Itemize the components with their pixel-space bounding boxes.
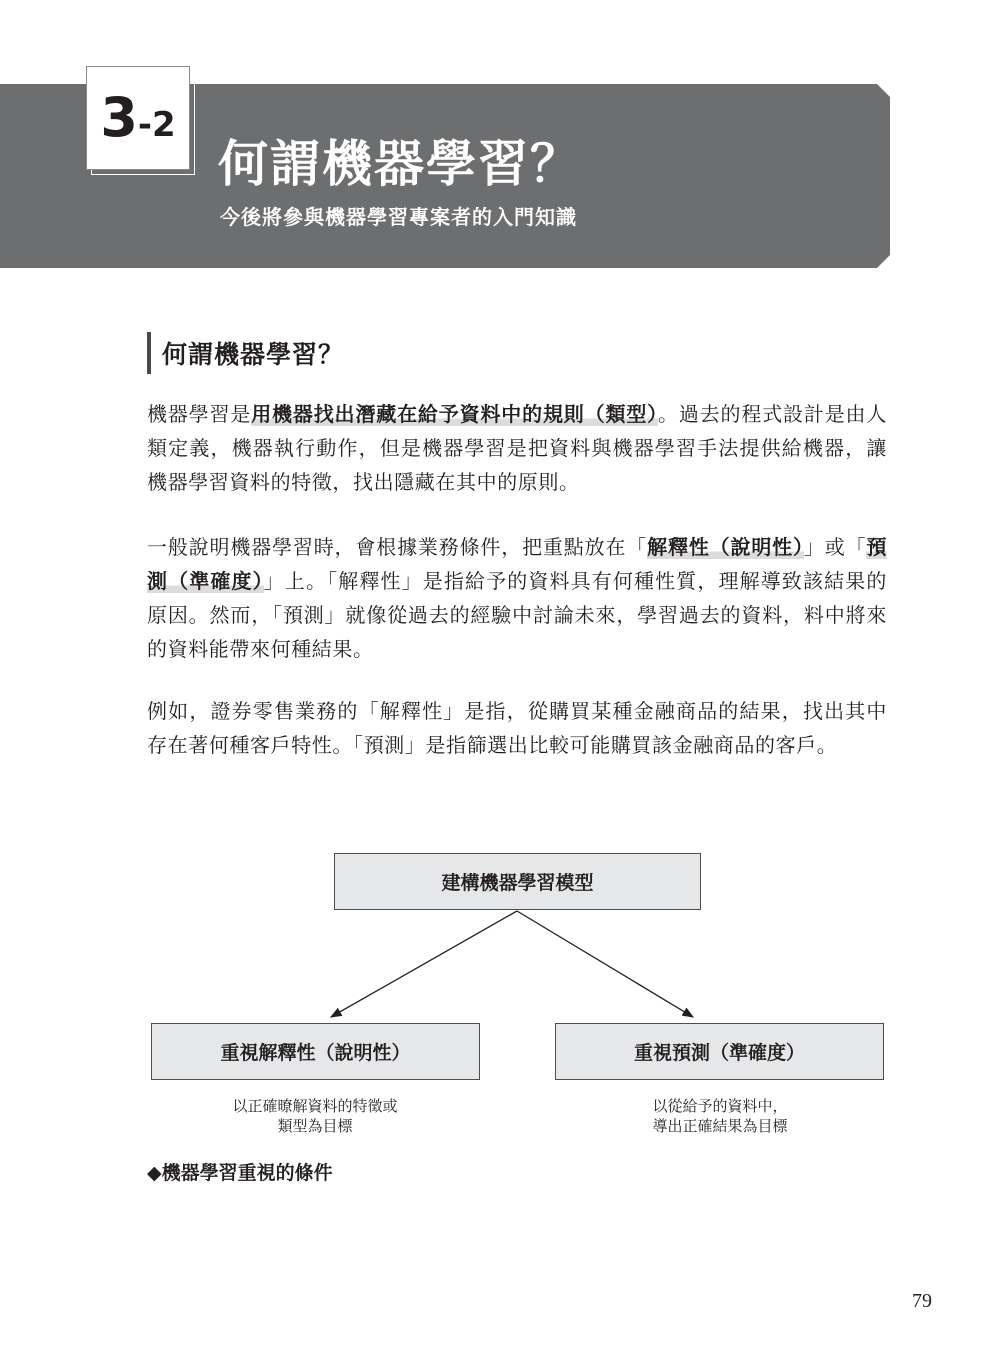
- page-number: 79: [912, 1290, 932, 1312]
- paragraph-2-highlight-2: 預測（準確度）: [147, 535, 887, 593]
- chapter-subtitle: 今後將參與機器學習專案者的入門知識: [220, 205, 577, 229]
- diagram-right-box: 重視預測（準確度）: [555, 1023, 884, 1080]
- figure-caption: ◆機器學習重視的條件: [147, 1162, 333, 1184]
- right-arrow: [517, 911, 693, 1017]
- chapter-number: 3: [100, 86, 138, 149]
- left-note: [215, 1096, 415, 1136]
- section-title: 何謂機器學習？: [162, 340, 345, 369]
- right-note-line-2: 導出正確結果為目標: [652, 1117, 788, 1135]
- paragraph-2-highlight-1: 解釋性（說明性）: [647, 535, 804, 559]
- chapter-sub-number: -2: [137, 105, 176, 145]
- paragraph-2-text-c: 」上。「解釋性」是指給予的資料具有何種性質，理解導致該結果的原因。然而，「預測」就像從過去的經驗中討論未來，學習過去的資料，料中將來的資料能帶來何種結果。: [147, 569, 888, 661]
- paragraph-1-text-a: 機器學習是: [147, 402, 252, 426]
- chapter-title: 何謂機器學習？: [218, 135, 582, 193]
- paragraph-2-text-a: 一般說明機器學習時，會根據業務條件，把重點放在「: [147, 535, 648, 559]
- diagram-left-box: 重視解釋性（說明性）: [151, 1023, 480, 1080]
- left-note-line-1: 以正確暸解資料的特徵或: [232, 1097, 398, 1115]
- diagram-top-box: 建構機器學習模型: [334, 853, 701, 910]
- right-note-line-1: 以從給予的資料中，: [652, 1097, 788, 1115]
- right-note: [620, 1096, 820, 1136]
- paragraph-1-highlight: 用機器找出潛藏在給予資料中的規則（類型）: [251, 402, 658, 426]
- paragraph-2-text-b: 」或「: [803, 535, 867, 559]
- left-arrow: [331, 911, 517, 1017]
- paragraph-1-text-b: 。過去的程式設計是由人類定義，機器執行動作，但是機器學習是把資料與機器學習手法提供給機器，讓機器學習資料的特徵，找出隱藏在其中的原則。: [147, 402, 887, 494]
- paragraph-3-text: 例如，證券零售業務的「解釋性」是指，從購買某種金融商品的結果，找出其中存在著何種客戶特性。「預測」是指篩選出比較可能購買該金融商品的客戶。: [147, 699, 887, 757]
- left-note-line-2: 類型為目標: [277, 1117, 353, 1135]
